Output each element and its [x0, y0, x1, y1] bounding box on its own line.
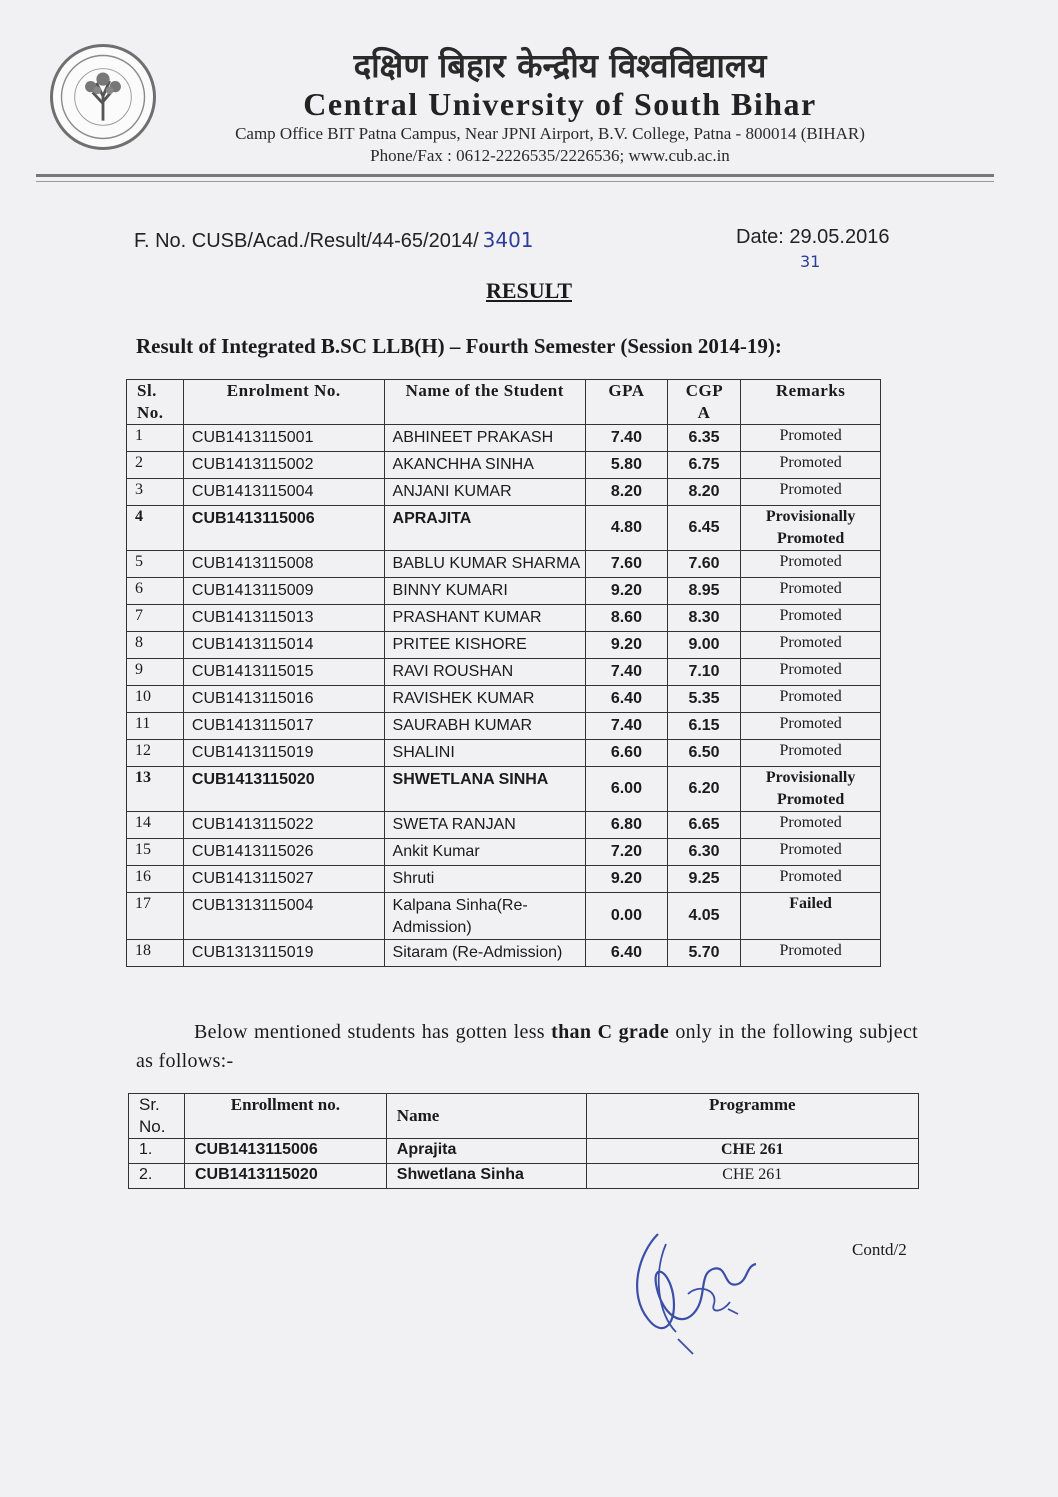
english-university-name: Central University of South Bihar: [303, 86, 817, 122]
row-remarks: Promoted: [741, 551, 881, 578]
row-student-name: SHALINI: [384, 740, 586, 767]
row-student-name: SWETA RANJAN: [384, 812, 586, 839]
row-sl-no: 10: [127, 686, 184, 713]
handwritten-date-mark: 31: [800, 252, 821, 271]
row-cgpa: 9.00: [667, 632, 740, 659]
row-gpa: 6.80: [586, 812, 668, 839]
section-title: Result of Integrated B.SC LLB(H) – Fourth Semester (Session 2014-19):: [136, 334, 782, 358]
row-student-name: Sitaram (Re-Admission): [384, 940, 586, 967]
row-remarks: Promoted: [741, 812, 881, 839]
row-cgpa: 7.10: [667, 659, 740, 686]
row-remarks: Promoted: [741, 452, 881, 479]
row-enrolment-no: CUB1413115014: [183, 632, 384, 659]
row-cgpa: 6.65: [667, 812, 740, 839]
table-row: [129, 1164, 919, 1189]
header-divider-thin: [36, 181, 994, 182]
header-gpa: GPA: [586, 380, 668, 425]
row-cgpa: 4.05: [667, 893, 740, 940]
row-enrolment-no: CUB1413115022: [183, 812, 384, 839]
row-student-name: Shruti: [384, 866, 586, 893]
table-row: [127, 578, 881, 605]
table-row: [127, 740, 881, 767]
row-enrolment-no: CUB1413115020: [183, 767, 384, 812]
row-student-name: ANJANI KUMAR: [384, 479, 586, 506]
row-sl-no: 8: [127, 632, 184, 659]
row-student-name: Kalpana Sinha(Re-Admission): [384, 893, 586, 940]
handwritten-dispatch-number: 3401: [482, 228, 534, 252]
row-enrolment-no: CUB1413115026: [183, 839, 384, 866]
row-cgpa: 6.50: [667, 740, 740, 767]
row-sl-no: 9: [127, 659, 184, 686]
row-sl-no: 2: [127, 452, 184, 479]
row-student-name: AKANCHHA SINHA: [384, 452, 586, 479]
table-row: [127, 767, 881, 812]
row-student-name: RAVISHEK KUMAR: [384, 686, 586, 713]
row-enrolment-no: CUB1413115019: [183, 740, 384, 767]
table-row: [127, 605, 881, 632]
university-logo: [50, 44, 156, 150]
row-cgpa: 6.35: [667, 425, 740, 452]
row-gpa: 8.60: [586, 605, 668, 632]
row-gpa: 0.00: [586, 893, 668, 940]
row-cgpa: 6.20: [667, 767, 740, 812]
row-cgpa: 6.75: [667, 452, 740, 479]
row-sl-no: 15: [127, 839, 184, 866]
continued-marker: Contd/2: [852, 1240, 907, 1259]
row-cgpa: 9.25: [667, 866, 740, 893]
file-number: [134, 228, 534, 253]
row-enrollment-no: CUB1413115020: [184, 1164, 386, 1189]
signature: [618, 1214, 768, 1364]
table-row: [127, 632, 881, 659]
table-row: [127, 893, 881, 940]
header-enrollment-no: Enrollment no.: [184, 1094, 386, 1139]
row-sl-no: 11: [127, 713, 184, 740]
row-student-name: APRAJITA: [384, 506, 586, 551]
row-sr-no: 2.: [129, 1164, 185, 1189]
hindi-university-name: दक्षिण बिहार केन्द्रीय विश्वविद्यालय: [353, 46, 767, 85]
header-student-name: Name of the Student: [384, 380, 586, 425]
row-sl-no: 12: [127, 740, 184, 767]
row-gpa: 6.60: [586, 740, 668, 767]
row-cgpa: 8.95: [667, 578, 740, 605]
header-programme: Programme: [586, 1094, 918, 1139]
row-enrolment-no: CUB1313115019: [183, 940, 384, 967]
row-gpa: 6.40: [586, 940, 668, 967]
row-enrolment-no: CUB1413115009: [183, 578, 384, 605]
file-number-text: F. No. CUSB/Acad./Result/44-65/2014/: [134, 230, 479, 252]
row-remarks: Provisionally Promoted: [741, 767, 881, 812]
row-cgpa: 5.35: [667, 686, 740, 713]
result-table-header: [127, 380, 881, 425]
row-sl-no: 6: [127, 578, 184, 605]
table-row: [127, 452, 881, 479]
row-gpa: 9.20: [586, 578, 668, 605]
grade-table-header: [129, 1094, 919, 1139]
row-student-name: BINNY KUMARI: [384, 578, 586, 605]
note-text-bold: than C grade: [551, 1021, 670, 1043]
row-remarks: Promoted: [741, 479, 881, 506]
row-remarks: Failed: [741, 893, 881, 940]
row-enrolment-no: CUB1413115006: [183, 506, 384, 551]
row-remarks: Promoted: [741, 839, 881, 866]
header-cgpa: CGP A: [667, 380, 740, 425]
row-sl-no: 16: [127, 866, 184, 893]
row-enrolment-no: CUB1413115004: [183, 479, 384, 506]
row-remarks: Promoted: [741, 713, 881, 740]
result-heading: RESULT: [485, 278, 572, 303]
row-name: Aprajita: [386, 1139, 586, 1164]
row-gpa: 7.40: [586, 713, 668, 740]
note-text-start: Below mentioned students has gotten less: [194, 1021, 552, 1043]
header-name: Name: [386, 1094, 586, 1139]
row-remarks: Promoted: [741, 740, 881, 767]
row-sl-no: 13: [127, 767, 184, 812]
table-row: [127, 551, 881, 578]
table-row: [127, 839, 881, 866]
row-gpa: 7.40: [586, 425, 668, 452]
row-remarks: Promoted: [741, 605, 881, 632]
row-cgpa: 6.45: [667, 506, 740, 551]
row-cgpa: 8.30: [667, 605, 740, 632]
row-remarks: Promoted: [741, 659, 881, 686]
row-enrolment-no: CUB1413115015: [183, 659, 384, 686]
row-sl-no: 4: [127, 506, 184, 551]
row-gpa: 5.80: [586, 452, 668, 479]
row-gpa: 6.40: [586, 686, 668, 713]
row-enrolment-no: CUB1413115016: [183, 686, 384, 713]
row-gpa: 8.20: [586, 479, 668, 506]
table-row: [127, 812, 881, 839]
header-enrolment-no: Enrolment No.: [183, 380, 384, 425]
row-enrolment-no: CUB1413115013: [183, 605, 384, 632]
row-gpa: 7.40: [586, 659, 668, 686]
row-sl-no: 5: [127, 551, 184, 578]
row-enrolment-no: CUB1313115004: [183, 893, 384, 940]
table-row: [127, 866, 881, 893]
table-row: [127, 713, 881, 740]
row-programme: CHE 261: [586, 1164, 918, 1189]
row-gpa: 9.20: [586, 632, 668, 659]
row-enrolment-no: CUB1413115027: [183, 866, 384, 893]
row-sr-no: 1.: [129, 1139, 185, 1164]
row-gpa: 6.00: [586, 767, 668, 812]
row-enrolment-no: CUB1413115017: [183, 713, 384, 740]
row-sl-no: 3: [127, 479, 184, 506]
table-row: [127, 659, 881, 686]
table-row: [127, 686, 881, 713]
row-gpa: 9.20: [586, 866, 668, 893]
row-enrolment-no: CUB1413115002: [183, 452, 384, 479]
note-paragraph: [136, 1018, 918, 1076]
row-student-name: ABHINEET PRAKASH: [384, 425, 586, 452]
document-date: Date: 29.05.2016: [736, 226, 890, 248]
row-cgpa: 6.15: [667, 713, 740, 740]
row-student-name: RAVI ROUSHAN: [384, 659, 586, 686]
row-remarks: Promoted: [741, 632, 881, 659]
row-remarks: Promoted: [741, 686, 881, 713]
row-cgpa: 6.30: [667, 839, 740, 866]
row-student-name: BABLU KUMAR SHARMA: [384, 551, 586, 578]
header-sl-no: Sl. No.: [127, 380, 184, 425]
row-gpa: 4.80: [586, 506, 668, 551]
row-enrolment-no: CUB1413115008: [183, 551, 384, 578]
row-sl-no: 7: [127, 605, 184, 632]
table-row: [127, 940, 881, 967]
header-sr-no: Sr. No.: [129, 1094, 185, 1139]
result-table: [126, 379, 881, 967]
row-remarks: Promoted: [741, 578, 881, 605]
table-row: [127, 425, 881, 452]
row-sl-no: 14: [127, 812, 184, 839]
row-enrolment-no: CUB1413115001: [183, 425, 384, 452]
table-row: [129, 1139, 919, 1164]
row-gpa: 7.60: [586, 551, 668, 578]
row-student-name: PRITEE KISHORE: [384, 632, 586, 659]
row-student-name: PRASHANT KUMAR: [384, 605, 586, 632]
row-gpa: 7.20: [586, 839, 668, 866]
row-remarks: Promoted: [741, 866, 881, 893]
row-sl-no: 1: [127, 425, 184, 452]
address-line: Camp Office BIT Patna Campus, Near JPNI Airport, B.V. College, Patna - 800014 (BIHAR): [235, 124, 865, 143]
note-text-end: only in the following subject as follows:-: [136, 1021, 918, 1072]
row-name: Shwetlana Sinha: [386, 1164, 586, 1189]
row-remarks: Promoted: [741, 940, 881, 967]
table-row: [127, 506, 881, 551]
row-sl-no: 17: [127, 893, 184, 940]
below-c-grade-table: [128, 1093, 919, 1189]
row-student-name: Ankit Kumar: [384, 839, 586, 866]
header-remarks: Remarks: [741, 380, 881, 425]
header-divider: [36, 174, 994, 177]
row-remarks: Provisionally Promoted: [741, 506, 881, 551]
row-enrollment-no: CUB1413115006: [184, 1139, 386, 1164]
row-sl-no: 18: [127, 940, 184, 967]
row-programme: CHE 261: [586, 1139, 918, 1164]
row-cgpa: 7.60: [667, 551, 740, 578]
row-student-name: SAURABH KUMAR: [384, 713, 586, 740]
row-cgpa: 5.70: [667, 940, 740, 967]
contact-line: Phone/Fax : 0612-2226535/2226536; www.cub.ac.in: [370, 146, 730, 165]
row-remarks: Promoted: [741, 425, 881, 452]
row-student-name: SHWETLANA SINHA: [384, 767, 586, 812]
table-row: [127, 479, 881, 506]
row-cgpa: 8.20: [667, 479, 740, 506]
